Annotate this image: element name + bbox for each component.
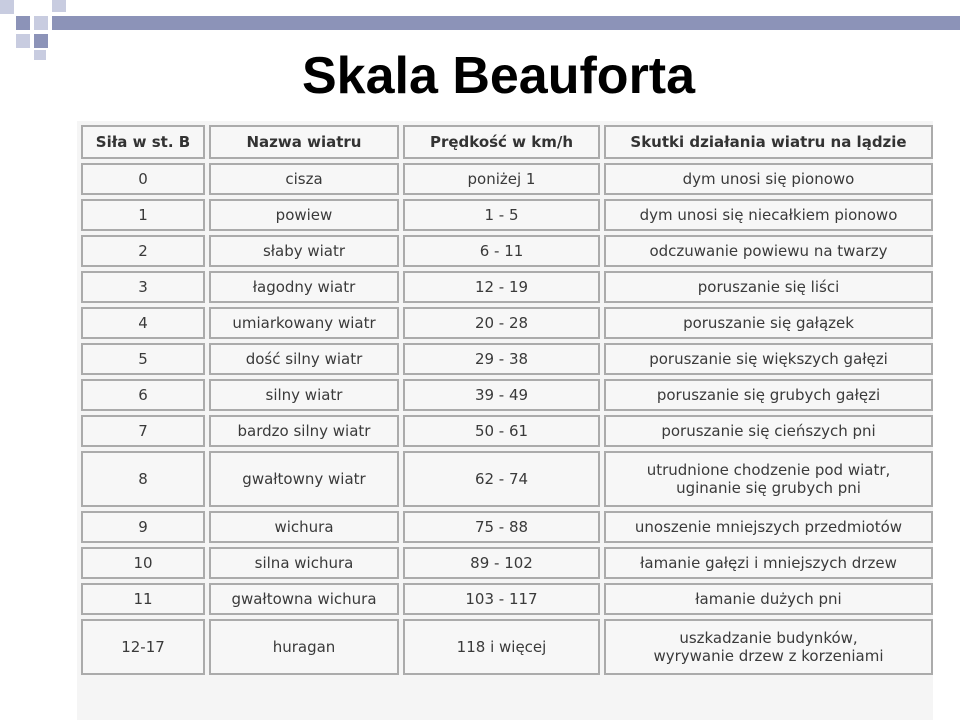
cell-wind-name: gwałtowny wiatr bbox=[209, 451, 399, 507]
cell-effect-line: poruszanie się liści bbox=[697, 278, 840, 296]
table-row bbox=[81, 415, 933, 447]
cell-wind-name: silna wichura bbox=[209, 547, 399, 579]
cell-effect-line: poruszanie się większych gałęzi bbox=[649, 350, 888, 368]
cell-effect-line: odczuwanie powiewu na twarzy bbox=[649, 242, 888, 260]
cell-effect-line: dym unosi się niecałkiem pionowo bbox=[639, 206, 898, 224]
slide-logo-squares-icon bbox=[0, 0, 80, 60]
cell-force: 7 bbox=[81, 415, 205, 447]
table-row bbox=[81, 451, 933, 507]
cell-force: 6 bbox=[81, 379, 205, 411]
cell-speed: 118 i więcej bbox=[403, 619, 600, 675]
table-row bbox=[81, 379, 933, 411]
cell-effect-line: łamanie dużych pni bbox=[695, 590, 842, 608]
cell-speed: 6 - 11 bbox=[403, 235, 600, 267]
cell-speed: 12 - 19 bbox=[403, 271, 600, 303]
cell-effect bbox=[604, 583, 933, 615]
page-title: Skala Beauforta bbox=[302, 47, 696, 105]
cell-effect bbox=[604, 619, 933, 675]
cell-wind-name: silny wiatr bbox=[209, 379, 399, 411]
cell-speed: 1 - 5 bbox=[403, 199, 600, 231]
cell-force: 11 bbox=[81, 583, 205, 615]
cell-effect bbox=[604, 451, 933, 507]
cell-effect-line: utrudnione chodzenie pod wiatr, bbox=[646, 461, 891, 479]
cell-effect bbox=[604, 379, 933, 411]
cell-effect bbox=[604, 547, 933, 579]
table-row bbox=[81, 619, 933, 675]
cell-speed: 62 - 74 bbox=[403, 451, 600, 507]
cell-effect bbox=[604, 415, 933, 447]
cell-speed: 20 - 28 bbox=[403, 307, 600, 339]
cell-wind-name: łagodny wiatr bbox=[209, 271, 399, 303]
cell-wind-name: powiew bbox=[209, 199, 399, 231]
table-row bbox=[81, 343, 933, 375]
cell-force: 2 bbox=[81, 235, 205, 267]
table-row bbox=[81, 547, 933, 579]
table-row bbox=[81, 199, 933, 231]
cell-wind-name: umiarkowany wiatr bbox=[209, 307, 399, 339]
cell-force: 4 bbox=[81, 307, 205, 339]
cell-speed: 50 - 61 bbox=[403, 415, 600, 447]
table-row bbox=[81, 307, 933, 339]
cell-wind-name: słaby wiatr bbox=[209, 235, 399, 267]
cell-force: 10 bbox=[81, 547, 205, 579]
cell-wind-name: dość silny wiatr bbox=[209, 343, 399, 375]
cell-effect-line: wyrywanie drzew z korzeniami bbox=[653, 647, 884, 665]
cell-effect-line: unoszenie mniejszych przedmiotów bbox=[634, 518, 903, 536]
cell-effect-line: dym unosi się pionowo bbox=[682, 170, 855, 188]
cell-effect bbox=[604, 307, 933, 339]
cell-effect bbox=[604, 343, 933, 375]
cell-effect-line: poruszanie się cieńszych pni bbox=[661, 422, 876, 440]
cell-force: 3 bbox=[81, 271, 205, 303]
cell-effect bbox=[604, 511, 933, 543]
cell-force: 5 bbox=[81, 343, 205, 375]
cell-force: 12-17 bbox=[81, 619, 205, 675]
table-row bbox=[81, 271, 933, 303]
cell-effect-line: łamanie gałęzi i mniejszych drzew bbox=[640, 554, 897, 572]
cell-speed: 39 - 49 bbox=[403, 379, 600, 411]
table-row bbox=[81, 583, 933, 615]
cell-effect bbox=[604, 199, 933, 231]
cell-effect bbox=[604, 235, 933, 267]
cell-force: 9 bbox=[81, 511, 205, 543]
cell-effect-line: uginanie się grubych pni bbox=[676, 479, 861, 497]
beaufort-table bbox=[77, 121, 933, 679]
cell-effect-line: uszkadzanie budynków, bbox=[679, 629, 858, 647]
cell-force: 0 bbox=[81, 163, 205, 195]
table-body bbox=[81, 163, 933, 675]
cell-speed: 75 - 88 bbox=[403, 511, 600, 543]
cell-force: 8 bbox=[81, 451, 205, 507]
table-row bbox=[81, 163, 933, 195]
header-effects: Skutki działania wiatru na lądzie bbox=[604, 125, 933, 159]
header-speed: Prędkość w km/h bbox=[403, 125, 600, 159]
title-bar bbox=[62, 16, 960, 30]
cell-wind-name: gwałtowna wichura bbox=[209, 583, 399, 615]
beaufort-table-container bbox=[77, 121, 933, 720]
cell-wind-name: wichura bbox=[209, 511, 399, 543]
cell-speed: poniżej 1 bbox=[403, 163, 600, 195]
cell-effect bbox=[604, 271, 933, 303]
cell-effect-line: poruszanie się gałązek bbox=[683, 314, 854, 332]
header-force: Siła w st. B bbox=[81, 125, 205, 159]
cell-effect-line: poruszanie się grubych gałęzi bbox=[656, 386, 881, 404]
table-row bbox=[81, 235, 933, 267]
cell-speed: 103 - 117 bbox=[403, 583, 600, 615]
cell-speed: 89 - 102 bbox=[403, 547, 600, 579]
table-header-row bbox=[81, 125, 933, 159]
cell-wind-name: huragan bbox=[209, 619, 399, 675]
cell-effect bbox=[604, 163, 933, 195]
cell-force: 1 bbox=[81, 199, 205, 231]
header-wind-name: Nazwa wiatru bbox=[209, 125, 399, 159]
cell-speed: 29 - 38 bbox=[403, 343, 600, 375]
cell-wind-name: bardzo silny wiatr bbox=[209, 415, 399, 447]
cell-wind-name: cisza bbox=[209, 163, 399, 195]
table-row bbox=[81, 511, 933, 543]
